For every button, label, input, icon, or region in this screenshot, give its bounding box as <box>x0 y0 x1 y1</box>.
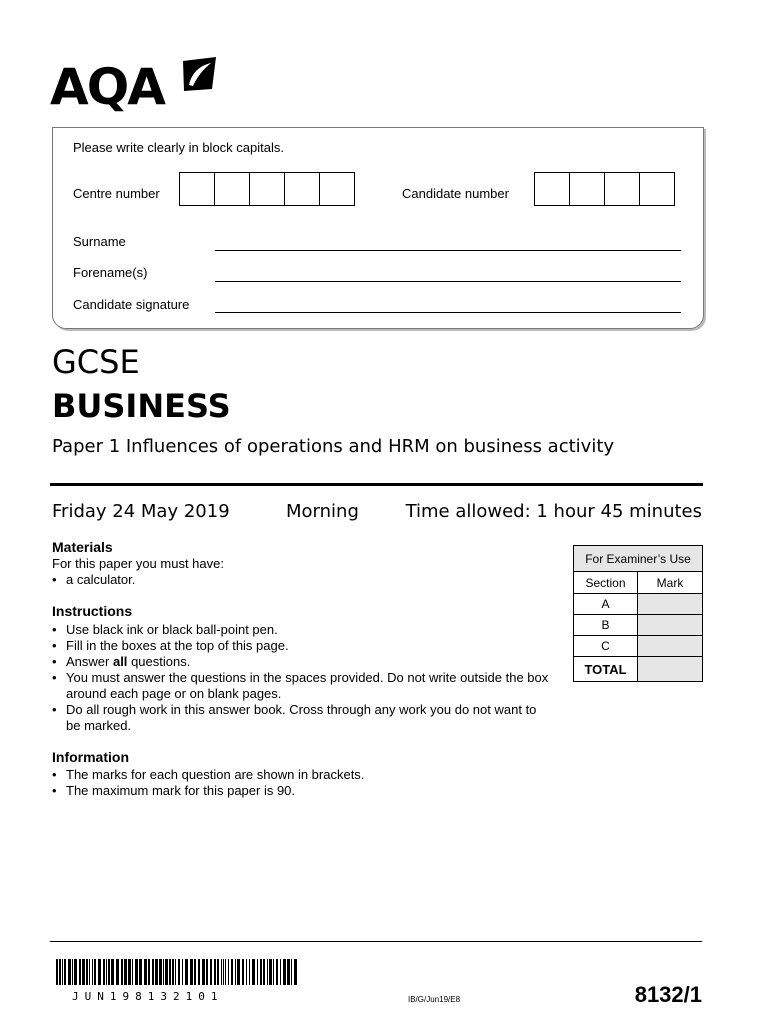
information-list <box>52 767 364 799</box>
leaf-icon <box>180 55 218 93</box>
title-divider <box>50 483 703 486</box>
centre-digit-box[interactable] <box>214 172 250 206</box>
list-item: • Do all rough work in this answer book. Cross through any work you do not want to be marked. <box>52 702 552 734</box>
candidate-digit-box[interactable] <box>639 172 675 206</box>
candidate-digit-box[interactable] <box>569 172 605 206</box>
surname-line[interactable] <box>215 250 681 251</box>
forenames-label: Forename(s) <box>73 265 148 280</box>
barcode <box>56 959 300 985</box>
list-item: • The maximum mark for this paper is 90. <box>52 783 364 799</box>
materials-list <box>52 572 135 588</box>
information-heading: Information <box>52 749 129 765</box>
candidate-number-label: Candidate number <box>402 186 509 201</box>
list-item: • You must answer the questions in the spaces provided. Do not write outside the box around each page or on blank pages. <box>52 670 552 702</box>
examiner-use-title: For Examiner’s Use <box>574 546 703 572</box>
answer-all-emphasis: all <box>112 654 128 669</box>
materials-intro: For this paper you must have: <box>52 556 224 571</box>
signature-label: Candidate signature <box>73 297 190 312</box>
centre-digit-box[interactable] <box>179 172 215 206</box>
exam-session: Morning <box>286 501 359 522</box>
total-label: TOTAL <box>574 657 638 682</box>
reference-code: IB/G/Jun19/E8 <box>408 995 461 1004</box>
candidate-digit-box[interactable] <box>534 172 570 206</box>
list-item <box>52 654 552 670</box>
centre-digit-box[interactable] <box>319 172 355 206</box>
candidate-number-boxes[interactable] <box>535 172 675 206</box>
centre-digit-box[interactable] <box>249 172 285 206</box>
answer-prefix: Answer <box>66 654 113 669</box>
aqa-logo: AQA <box>50 58 164 116</box>
list-item: • Use black ink or black ball-point pen. <box>52 622 552 638</box>
list-item: • a calculator. <box>52 572 135 588</box>
list-item: • Fill in the boxes at the top of this page. <box>52 638 552 654</box>
section-label: A <box>574 594 638 615</box>
centre-digit-box[interactable] <box>284 172 320 206</box>
section-label: B <box>574 615 638 636</box>
examiner-use-table <box>573 545 703 682</box>
mark-cell <box>638 594 703 615</box>
subject-title: BUSINESS <box>52 387 231 425</box>
mark-column-header: Mark <box>638 572 703 594</box>
exam-date: Friday 24 May 2019 <box>52 501 230 522</box>
section-label: C <box>574 636 638 657</box>
barcode-text: JUN198132101 <box>72 990 224 1003</box>
footer-divider <box>50 941 702 942</box>
instructions-list <box>52 622 552 734</box>
qualification-level: GCSE <box>52 343 140 381</box>
answer-suffix: questions. <box>131 654 191 669</box>
mark-cell <box>638 615 703 636</box>
centre-number-label: Centre number <box>73 186 160 201</box>
paper-code: 8132/1 <box>634 982 702 1007</box>
paper-title: Paper 1 Influences of operations and HRM on business activity <box>52 436 615 457</box>
time-allowed: Time allowed: 1 hour 45 minutes <box>405 501 702 522</box>
instructions-heading: Instructions <box>52 603 133 619</box>
surname-label: Surname <box>73 234 126 249</box>
list-item: • The marks for each question are shown in brackets. <box>52 767 364 783</box>
candidate-digit-box[interactable] <box>604 172 640 206</box>
materials-heading: Materials <box>52 539 113 555</box>
forenames-line[interactable] <box>215 281 681 282</box>
block-capitals-instruction: Please write clearly in block capitals. <box>73 140 284 155</box>
signature-line[interactable] <box>215 312 681 313</box>
mark-cell <box>638 636 703 657</box>
section-column-header: Section <box>574 572 638 594</box>
centre-number-boxes[interactable] <box>180 172 355 206</box>
total-mark-cell <box>638 657 703 682</box>
